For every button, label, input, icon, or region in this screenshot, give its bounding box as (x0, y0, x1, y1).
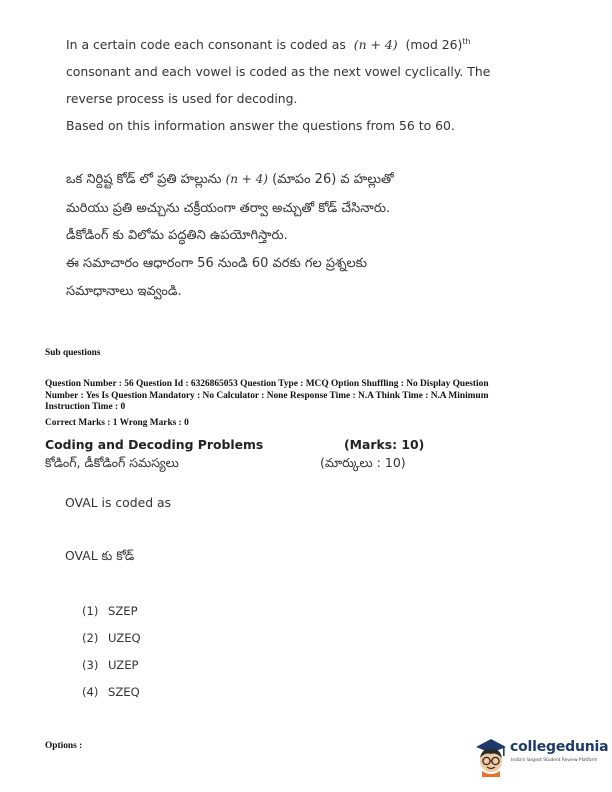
intro-en-line-1-text: In a certain code each consonant is coded as (66, 37, 346, 53)
option-text: UZEP (108, 658, 139, 672)
intro-en-line-3: reverse process is used for decoding. (66, 91, 298, 106)
option-text: SZEQ (108, 685, 140, 699)
question-meta-line-3: Instruction Time : 0 (45, 402, 126, 413)
intro-en-line-1 (66, 37, 471, 52)
options-label: Options : (45, 741, 83, 751)
intro-te-line-1 (66, 172, 394, 190)
section-title-te: కోడింగ్, డీకోడింగ్ సమస్యలు (45, 455, 179, 470)
mascot-icon (470, 733, 512, 777)
intro-te-line-5: సమాధానాలు ఇవ్వండి. (66, 284, 182, 299)
logo-wordmark: collegedunia (510, 739, 609, 755)
intro-en-expression: (n + 4) (353, 37, 398, 53)
intro-en-mod: (mod 26) (405, 37, 463, 53)
intro-en-line-4: Based on this information answer the questions from 56 to 60. (66, 118, 455, 133)
option-number: (3) (82, 658, 99, 672)
intro-en-superscript: th (462, 37, 471, 46)
option-3[interactable] (82, 658, 139, 672)
sub-questions-label: Sub questions (45, 348, 101, 358)
intro-en-line-2: consonant and each vowel is coded as the next vowel cyclically. The (66, 64, 491, 79)
section-title-en: Coding and Decoding Problems (45, 437, 264, 452)
intro-te-line-1-tail: (మాపం 26) వ హల్లుతో (272, 172, 394, 187)
question-meta (45, 379, 489, 414)
intro-te-line-1-text: ఒక నిర్దిష్ట కోడ్ లో ప్రతి హల్లును (66, 172, 222, 187)
intro-te-line-4: ఈ సమాచారం ఆధారంగా 56 నుండి 60 వరకు గల ప్రశ్నలకు (66, 256, 368, 271)
collegedunia-logo (470, 733, 610, 777)
question-text-en: OVAL is coded as (65, 495, 172, 510)
option-number: (1) (82, 604, 99, 618)
option-text: UZEQ (108, 631, 141, 645)
intro-te-line-2: మరియు ప్రతి అచ్చును చక్రీయంగా తర్వా అచ్చుతో కోడ్ చేసినారు. (66, 201, 391, 216)
option-1[interactable] (82, 604, 138, 618)
section-marks-en: (Marks: 10) (344, 437, 425, 452)
question-meta-line-2: Number : Yes Is Question Mandatory : No Calculator : None Response Time : N.A Think Time : N.A Minimum (45, 390, 489, 401)
option-4[interactable] (82, 685, 140, 699)
section-marks-te: (మార్కులు : 10) (320, 455, 406, 470)
intro-te-expression: (n + 4) (225, 172, 268, 186)
logo-tagline: India's largest Student Review Platform (511, 758, 598, 763)
option-text: SZEP (108, 604, 138, 618)
option-number: (2) (82, 631, 99, 645)
correct-marks-line: Correct Marks : 1 Wrong Marks : 0 (45, 418, 189, 428)
option-2[interactable] (82, 631, 141, 645)
intro-te-line-3: డీకోడింగ్ కు విలోమ పద్ధతిని ఉపయోగిస్తారు. (66, 228, 288, 243)
option-number: (4) (82, 685, 99, 699)
question-meta-line-1: Question Number : 56 Question Id : 6326865053 Question Type : MCQ Option Shuffling : No Display Question (45, 379, 489, 389)
question-text-te: OVAL కు కోడ్ (65, 548, 135, 563)
